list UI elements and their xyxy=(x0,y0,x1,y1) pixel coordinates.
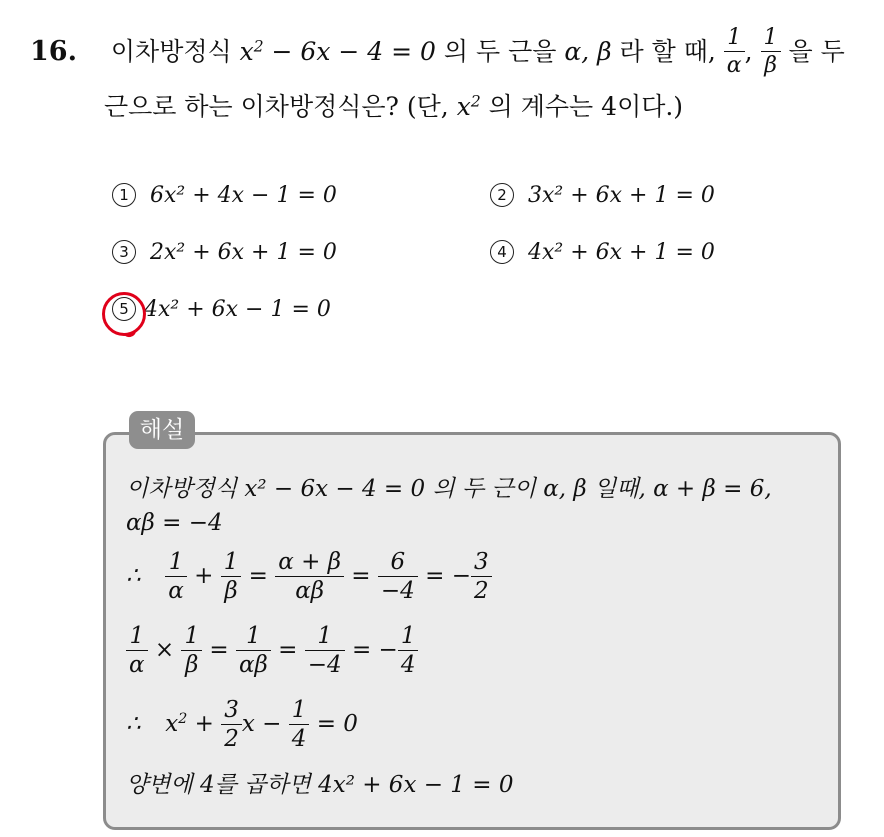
question-line-1: 16. 이차방정식 $x^2 - 6x - 4 = 0$ 의 두 근을 α, β 라 할 때, $\frac{1}{\alpha}$ , $\frac{1}{\beta}$ 을 두 xyxy=(30,25,845,78)
question-line2-mid: 의 계수는 xyxy=(488,92,594,121)
frac-3-2: $\frac{3}{2}$ xyxy=(471,550,492,604)
question-text-mid: 의 두 근을 xyxy=(443,36,557,66)
choice-3-text: 2x² + 6x + 1 = 0 xyxy=(150,240,337,265)
choice-4-marker: 4 xyxy=(490,240,514,264)
question-line2-four: 4 xyxy=(601,92,618,121)
frac-6-neg4: $\frac{6}{-4}$ xyxy=(378,550,418,604)
choice-3-marker: 3 xyxy=(112,240,136,264)
question-text-end: 을 두 xyxy=(788,36,845,66)
choice-3[interactable] xyxy=(112,240,337,265)
choice-2[interactable] xyxy=(490,183,715,208)
choice-1-marker: 1 xyxy=(112,183,136,207)
solution-last-line: 양변에 4를 곱하면 4x² + 6x − 1 = 0 xyxy=(126,772,514,798)
therefore-symbol-2: ∴ xyxy=(126,710,141,737)
frac-1-4-b: $\frac{1}{4}$ xyxy=(289,698,310,752)
question-line-2 xyxy=(104,87,683,123)
choice-4[interactable] xyxy=(490,240,715,265)
solution-result-equation: ∴ $x^2$ + $\frac{3}{2}$ x − $\frac{1}{4}$ = 0 xyxy=(126,697,358,752)
frac-1-beta: $\frac{1}{\beta}$ xyxy=(221,550,242,604)
solution-line-2: αβ = −4 xyxy=(126,510,223,536)
question-text-tail: 라 할 때, xyxy=(619,36,716,66)
choice-4-text: 4x² + 6x + 1 = 0 xyxy=(528,240,715,265)
question-line2-end: 이다.) xyxy=(617,92,684,121)
choice-5-text: 4x² + 6x − 1 = 0 xyxy=(144,297,331,322)
frac-sum-over-product: $\frac{\alpha + \beta}{\alpha\beta}$ xyxy=(275,550,344,604)
question-equation: $x^2 - 6x - 4 = 0$ xyxy=(239,36,436,66)
fraction-one-over-beta: $\frac{1}{\beta}$ xyxy=(761,26,781,78)
frac-1-beta-b: $\frac{1}{\beta}$ xyxy=(181,624,202,678)
solution-tag: 해설 xyxy=(129,411,195,449)
choice-1[interactable] xyxy=(112,183,337,208)
question-roots: α, β xyxy=(564,36,612,66)
choice-5-marker: 5 xyxy=(112,297,136,321)
frac-1-neg4: $\frac{1}{-4}$ xyxy=(305,624,345,678)
solution-product-of-reciprocals: $\frac{1}{\alpha}$ × $\frac{1}{\beta}$ = $\frac{1}{\alpha\beta}$ = $\frac{1}{-4}$ = − $\frac{1}{4}$ xyxy=(126,624,418,678)
solution-sum-of-reciprocals: ∴ $\frac{1}{\alpha}$ + $\frac{1}{\beta}$ = $\frac{\alpha + \beta}{\alpha\beta}$ = $\frac{6}{-4}$ = − $\frac{3}{2}$ xyxy=(126,550,492,604)
therefore-symbol: ∴ xyxy=(126,562,141,589)
frac-1-alpha: $\frac{1}{\alpha}$ xyxy=(165,550,187,604)
question-number: 16. xyxy=(30,35,77,67)
frac-1-4: $\frac{1}{4}$ xyxy=(398,624,419,678)
question-text-lead: 이차방정식 xyxy=(110,36,232,66)
question-line2-lead: 근으로 하는 이차방정식은? (단, xyxy=(104,92,449,121)
fraction-one-over-alpha: $\frac{1}{\alpha}$ xyxy=(724,26,745,78)
frac-1-alpha-b: $\frac{1}{\alpha}$ xyxy=(126,624,148,678)
solution-line-1: 이차방정식 x² − 6x − 4 = 0 의 두 근이 α, β 일때, α + β = 6, xyxy=(126,476,772,502)
frac-1-alphabeta: $\frac{1}{\alpha\beta}$ xyxy=(236,624,271,678)
question-line2-x: $x^2$ xyxy=(456,92,481,121)
frac-3-2-b: $\frac{3}{2}$ xyxy=(221,698,242,752)
choice-2-text: 3x² + 6x + 1 = 0 xyxy=(528,183,715,208)
choice-2-marker: 2 xyxy=(490,183,514,207)
choice-1-text: 6x² + 4x − 1 = 0 xyxy=(150,183,337,208)
selected-answer-ring xyxy=(102,292,146,336)
